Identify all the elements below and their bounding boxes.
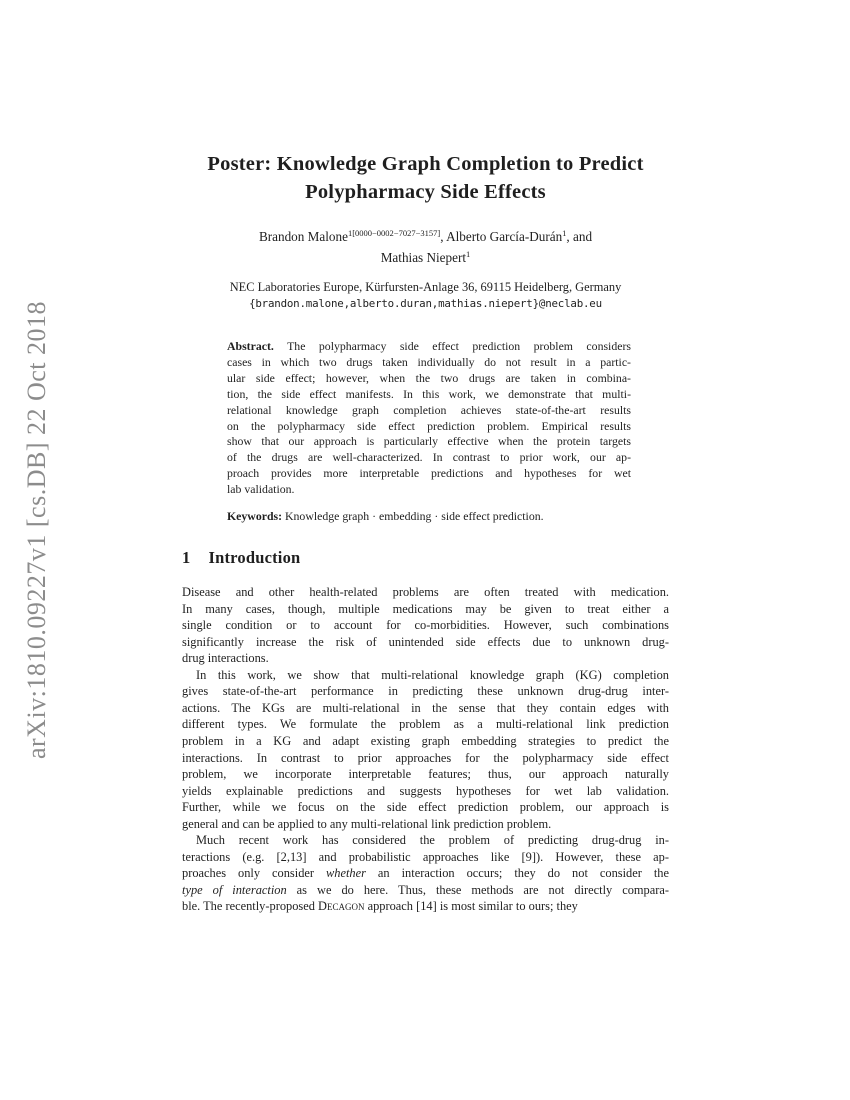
text-run: type of interaction	[182, 882, 287, 897]
arxiv-watermark: arXiv:1810.09227v1 [cs.DB] 22 Oct 2018	[22, 300, 51, 760]
keywords-label: Keywords:	[227, 509, 283, 524]
abstract-label: Abstract.	[227, 339, 274, 353]
paragraph	[182, 584, 669, 667]
abstract-line: cases in which two drugs taken individually do not result in a partic-	[227, 354, 631, 369]
abstract-line: show that our approach is particularly effective when the protein targets	[227, 434, 631, 449]
text-run: whether	[326, 866, 366, 881]
paper-content	[182, 150, 669, 915]
text-run: 1[0000−0002−7027−3157]	[347, 228, 441, 238]
text-line: teractions (e.g. [2,13] and probabilistic approaches like [9]). However, these ap-	[182, 849, 669, 864]
abstract-line: tion, the side effect manifests. In this work, we demonstrate that multi-	[227, 386, 631, 401]
text-line: problem in a KG and adapt existing graph embedding strategies to predict the	[182, 733, 669, 748]
paragraph	[182, 667, 669, 832]
text-line: problem, we incorporate interpretable features; thus, our approach naturally	[182, 767, 669, 782]
text-run: Mathias Niepert	[380, 250, 467, 265]
text-line: actions. The KGs are multi-relational in the sense that they contain edges with	[182, 700, 669, 715]
text-run: Brandon Malone	[258, 229, 348, 244]
text-run: Decagon	[318, 899, 365, 914]
text-run: , Alberto García-Durán	[440, 229, 563, 244]
abstract-line: Abstract. The polypharmacy side effect prediction problem considers	[227, 339, 631, 353]
text-run: 1	[466, 249, 471, 259]
text-line: general and can be applied to any multi-relational link prediction problem.	[182, 816, 552, 831]
body-paragraphs	[182, 584, 669, 915]
abstract-line: proach provides more interpretable predictions and hypotheses for wet	[227, 466, 631, 481]
text-line: significantly increase the risk of unintended side effects due to unknown drug-	[182, 634, 669, 649]
text-line: gives state-of-the-art performance in predicting these unknown drug-drug inter-	[182, 684, 669, 699]
text-run: as we do here. Thus, these methods are not directly compara-	[286, 882, 670, 897]
text-line	[182, 882, 669, 899]
text-line: Further, while we focus on the side effect prediction problem, our approach is	[182, 800, 669, 815]
text-line	[182, 898, 669, 915]
abstract-block	[227, 339, 631, 498]
paper-title-line-1: Poster: Knowledge Graph Completion to Predict	[207, 153, 644, 175]
text-line: interactions. In contrast to prior approaches for the polypharmacy side effect	[182, 750, 669, 765]
abstract-line: ular side effect; however, when the two drugs are taken in combina-	[227, 370, 631, 385]
text-line: drug interactions.	[182, 651, 269, 666]
text-run: 1	[562, 228, 567, 238]
abstract-line: relational knowledge graph completion achieves state-of-the-art results	[227, 402, 631, 417]
text-run: ble. The recently-proposed	[182, 899, 319, 914]
abstract-line: lab validation.	[227, 482, 295, 497]
text-line: yields explainable predictions and suggests hypotheses for wet lab validation.	[182, 783, 669, 798]
text-line	[182, 865, 669, 882]
author-line	[182, 227, 669, 248]
paragraph	[182, 832, 669, 915]
paper-title	[182, 150, 669, 206]
section-heading-introduction	[182, 548, 669, 568]
text-line: different types. We formulate the problem as a multi-relational link prediction	[182, 717, 669, 732]
keywords-line	[227, 508, 631, 524]
text-run: , and	[566, 229, 593, 244]
email-line: {brandon.malone,alberto.duran,mathias.niepert}@neclab.eu	[249, 297, 602, 310]
text-run: proaches only consider	[182, 866, 327, 881]
abstract-line: on the polypharmacy side effect prediction problem. Empirical results	[227, 418, 631, 433]
keywords-text: Knowledge graph · embedding · side effect prediction.	[285, 509, 544, 524]
affiliation-line: NEC Laboratories Europe, Kürfursten-Anlage 36, 69115 Heidelberg, Germany	[229, 280, 622, 294]
text-line: Much recent work has considered the problem of predicting drug-drug in-	[196, 833, 669, 848]
author-line	[182, 248, 669, 269]
text-line: In many cases, though, multiple medications may be given to treat either a	[182, 601, 669, 616]
paper-title-line-2: Polypharmacy Side Effects	[305, 181, 546, 203]
abstract-line: of the drugs are well-characterized. In contrast to prior work, our ap-	[227, 450, 631, 465]
section-number: 1	[182, 548, 191, 568]
text-run: approach [14] is most similar to ours; they	[364, 899, 578, 914]
author-block	[182, 227, 669, 269]
text-line: Disease and other health-related problems are often treated with medication.	[182, 585, 669, 600]
section-title: Introduction	[208, 548, 301, 568]
text-line: In this work, we show that multi-relational knowledge graph (KG) completion	[196, 667, 669, 682]
text-line: single condition or to account for co-morbidities. However, such combinations	[182, 618, 669, 633]
text-run: an interaction occurs; they do not consider the	[365, 866, 669, 881]
